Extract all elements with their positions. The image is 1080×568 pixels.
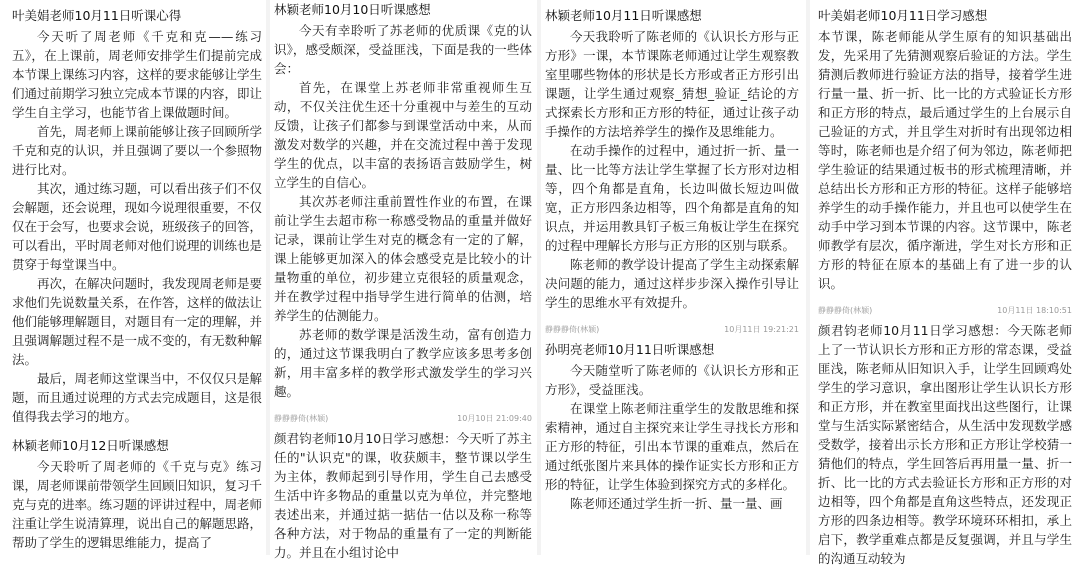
post-paragraph: 在课堂上陈老师注重学生的发散思维和探索精神，通过自主探究来让学生寻找长方形和正方形的特征，引出本节课的重难点，然后在通过纸张图片来具体的操作证实长方形和正方形的特征，让学生体验到探究方式的多样化。	[545, 401, 799, 492]
post-meta	[545, 322, 799, 336]
post-paragraph: 在动手操作的过程中，通过折一折、量一量、比一比等方法让学生掌握了长方形对边相等，四个角都是直角，长边叫做长短边叫做宽，正方形四条边相等，四个角都是直角的知识点，并运用教具钉子板三角板让学生在探究的过程中理解长方形与正方形的区别与联系。	[545, 143, 799, 253]
post-paragraph: 再次，在解决问题时，我发现周老师是要求他们先说数量关系，在作答，这样的做法让他们能够理解题目，对题目有一定的理解，并且强调解题过程不是一成不变的，有无数种解法。	[12, 276, 263, 367]
post-title: 林颖老师10月10日听课感想	[274, 2, 431, 17]
column-3	[541, 0, 803, 555]
post-meta	[274, 411, 532, 425]
post-title: 林颖老师10月11日听课感想	[545, 8, 702, 23]
post	[12, 436, 262, 552]
post-paragraph: 今天听了周老师《千克和克——练习五》，在上课前，周老师安排学生们提前完成本节课上课练习内容，这样的要求能够让学生们通过前期学习独立完成本节课的内容，即让学生自主学习，也能节省上课做题时间。	[12, 29, 263, 120]
post	[545, 6, 799, 312]
post-paragraph: 苏老师的数学课是活泼生动，富有创造力的，通过这节课我明白了教学应该多思考多创新，用丰富多样的教学形式激发学生的学习兴趣。	[274, 327, 532, 399]
post-timestamp: 10月11日 19:21:21	[724, 324, 799, 334]
post	[818, 6, 1072, 293]
post-timestamp: 10月11日 18:10:51	[997, 305, 1072, 315]
post-paragraph: 颜君钧老师10月11日学习感想：今天陈老师上了一节认识长方形和正方形的常态课，受益匪浅，陈老师从旧知识入手，让学生回顾鸡处学生的学习意识，拿出图形让学生认识长方形和正方形，并在教室里面找出这些图行，让课堂与生活实际紧密结合，从生活中发现数学感受数学，接着出示长方形和正方形让学校猜一猜他们的特点，学生回答后再用量一量、折一折、比一比的方式去验证长方形和正方形的对边相等，四个角都是直角这些特点，还发现正方形的四条边相等。教学环境环环相扣，承上启下，教学重难点都是反复强调，并且与学生的沟通互动较为	[818, 323, 1072, 566]
post-title: 叶美娟老师10月11日听课心得	[12, 8, 182, 23]
post-paragraph: 今天我聆听了陈老师的《认识长方形与正方形》一课，本节课陈老师通过让学生观察教室里哪些物体的形状是长方形或者正方形引出课题，让学生通过观察_猜想_验证_结论的方式探索长方形和正方形的特征，通过让孩子动手操作的方法培养学生的操作及思维能力。	[545, 29, 799, 139]
post-timestamp: 10月10日 21:09:40	[457, 413, 532, 423]
column-1	[0, 0, 266, 555]
post	[274, 0, 532, 401]
post-paragraph: 首先，在课堂上苏老师非常重视师生互动，不仅关注优生还十分重视中与差生的互动反馈，让孩子们都参与到课堂活动中来，从而激发对数学的兴趣，并在交流过程中善于发现学生的优点，以丰富的表扬语言鼓励学生，树立学生的自信心。	[274, 80, 532, 190]
post-paragraph: 其次，通过练习题，可以看出孩子们不仅会解题，还会说理，现如今说理很重要，不仅仅在于会写，也要求会说，班级孩子的回答，可以看出，平时周老师对他们说理的训练也是贯穿于每堂课当中。	[12, 181, 263, 272]
post-paragraph: 陈老师还通过学生折一折、量一量、画	[570, 496, 783, 511]
post-author: 静静静倚(林颖)	[818, 305, 873, 315]
post-paragraph: 本节课，陈老师能从学生原有的知识基础出发，先采用了先猜测观察后验证的方法。学生猜测后教师进行验证方法的指导，接着学生进行量一量、折一折、比一比的方式验证长方形和正方形的特点，最后通过学生的上台展示自己验证的方式，并且学生对折时有出现邻边相等时，陈老师也是介绍了何为邻边，陈老师把学生验证的结果通过板书的形式梳理清晰，并总结出长方形和正方形的特征。这样子能够培养学生的动手操作能力，并且也可以使学生在动手中学习到本节课的内容。这节课中，陈老师教学有层次，循序渐进，学生对长方形和正方形的特征在原本的基础上有了进一步的认识。	[818, 29, 1072, 291]
post-title: 孙明亮老师10月11日听课感想	[545, 342, 715, 357]
post-author: 静静静倚(林颖)	[545, 324, 600, 334]
post-paragraph: 首先，周老师上课前能够让孩子回顾所学千克和克的认识，并且强调了要以一个参照物进行比对。	[12, 124, 263, 177]
column-gap	[806, 0, 810, 555]
post-meta	[818, 303, 1072, 317]
post	[818, 321, 1072, 568]
post	[545, 340, 799, 513]
post	[12, 6, 262, 426]
post-paragraph: 颜君钧老师10月10日学习感想：今天听了苏主任的"认识克"的课，收获颇丰，整节课以学生为主体，教师起到引导作用，学生自己去感受生活中许多物品的重量以克为单位，并完整地表述出来，并通过掂一掂估一估以及称一称等各种方法，对于物品的重量有了一定的判断能力。并且在小组讨论中	[274, 431, 532, 560]
column-4	[812, 0, 1080, 566]
post-title: 林颖老师10月12日听课感想	[12, 438, 169, 453]
post-paragraph: 今天有幸聆听了苏老师的优质课《克的认识》，感受颇深，受益匪浅，下面是我的一些体会：	[274, 23, 532, 76]
post-title: 叶美娟老师10月11日学习感想	[818, 8, 988, 23]
post	[274, 429, 532, 562]
post-author: 静静静倚(林颖)	[274, 413, 329, 423]
post-paragraph: 其次苏老师注重前置性作业的布置，在课前让学生去超市称一称感受物品的重量并做好记录，课前让学生对克的概念有一定的了解，课上能够更加深入的体会感受克是比较小的计量物重的单位，初步建立克很轻的质量观念，并在教学过程中指导学生进行简单的估测，培养学生的估测能力。	[274, 194, 532, 323]
post-paragraph: 今天随堂听了陈老师的《认识长方形和正方形》，受益匪浅。	[545, 363, 799, 397]
post-paragraph: 最后，周老师这堂课当中，不仅仅只是解题，而且通过说理的方式去完成题目，这是很值得我去学习的地方。	[12, 371, 263, 424]
column-2	[270, 0, 538, 560]
post-paragraph: 今天聆听了周老师的《千克与克》练习课，周老师课前带领学生回顾旧知识，复习千克与克的进率。练习题的评讲过程中，周老师注重让学生说清算理，说出自己的解题思路，帮助了学生的逻辑思维能力，提高了	[12, 459, 263, 550]
post-paragraph: 陈老师的教学设计提高了学生主动探索解决问题的能力，通过这样步步深入操作引导让学生的思维水平有效提升。	[545, 257, 799, 310]
